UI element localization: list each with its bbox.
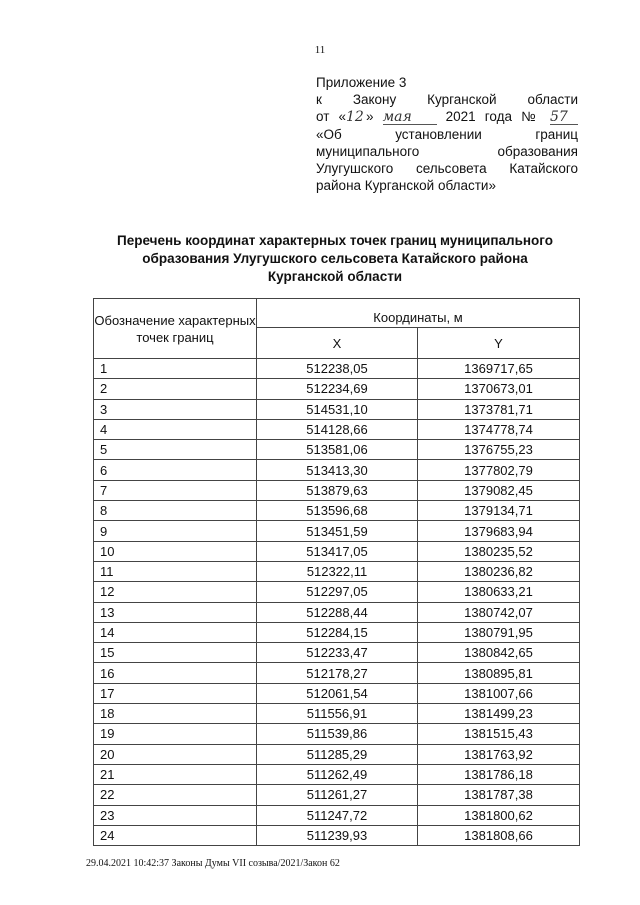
cell-y: 1381499,23 — [418, 704, 580, 724]
cell-x: 512238,05 — [257, 359, 418, 379]
cell-y: 1380235,52 — [418, 541, 580, 561]
cell-x: 513417,05 — [257, 541, 418, 561]
cell-y: 1381787,38 — [418, 785, 580, 805]
cell-x: 513451,59 — [257, 521, 418, 541]
table-row — [94, 622, 580, 642]
cell-y: 1380842,65 — [418, 643, 580, 663]
appendix-line-region: района Курганской области» — [316, 178, 496, 193]
cell-y: 1380895,81 — [418, 663, 580, 683]
table-row — [94, 419, 580, 439]
cell-point-number: 3 — [94, 399, 257, 419]
table-row — [94, 724, 580, 744]
cell-y: 1381808,66 — [418, 825, 580, 845]
cell-point-number: 2 — [94, 379, 257, 399]
cell-point-number: 15 — [94, 643, 257, 663]
table-row — [94, 602, 580, 622]
appendix-line-selsovet: Улугушского сельсовета Катайского — [316, 161, 578, 176]
cell-y: 1381786,18 — [418, 764, 580, 784]
title-line-2: образования Улугушского сельсовета Катайского района — [142, 251, 528, 266]
cell-y: 1379082,45 — [418, 480, 580, 500]
table-row — [94, 764, 580, 784]
appendix-line-subject: «Об установлении границ — [316, 127, 578, 142]
coordinates-table — [93, 298, 580, 846]
cell-x: 511262,49 — [257, 764, 418, 784]
footer-stamp: 29.04.2021 10:42:37 Законы Думы VII созыва/2021/Закон 62 — [86, 858, 340, 869]
cell-x: 511261,27 — [257, 785, 418, 805]
cell-y: 1374778,74 — [418, 419, 580, 439]
cell-point-number: 21 — [94, 764, 257, 784]
cell-x: 511539,86 — [257, 724, 418, 744]
cell-x: 514128,66 — [257, 419, 418, 439]
cell-point-number: 19 — [94, 724, 257, 744]
table-row — [94, 440, 580, 460]
table-row — [94, 541, 580, 561]
cell-point-number: 12 — [94, 582, 257, 602]
cell-point-number: 20 — [94, 744, 257, 764]
table-row — [94, 683, 580, 703]
cell-y: 1381800,62 — [418, 805, 580, 825]
table-row — [94, 663, 580, 683]
cell-x: 512284,15 — [257, 622, 418, 642]
cell-y: 1369717,65 — [418, 359, 580, 379]
law-number-handwritten: 57 — [550, 111, 578, 125]
cell-x: 512288,44 — [257, 602, 418, 622]
cell-point-number: 22 — [94, 785, 257, 805]
cell-point-number: 10 — [94, 541, 257, 561]
table-row — [94, 501, 580, 521]
cell-point-number: 9 — [94, 521, 257, 541]
cell-x: 514531,10 — [257, 399, 418, 419]
date-day-handwritten: 12 — [345, 109, 364, 125]
cell-point-number: 23 — [94, 805, 257, 825]
date-month-handwritten: мая — [383, 111, 437, 125]
cell-point-number: 16 — [94, 663, 257, 683]
cell-x: 513413,30 — [257, 460, 418, 480]
appendix-line-municipal: муниципального образования — [316, 144, 578, 159]
cell-point-number: 13 — [94, 602, 257, 622]
cell-point-number: 24 — [94, 825, 257, 845]
table-body — [94, 359, 580, 846]
cell-x: 512322,11 — [257, 561, 418, 581]
title-line-1: Перечень координат характерных точек границ муниципального — [117, 233, 553, 248]
cell-x: 511247,72 — [257, 805, 418, 825]
table-row — [94, 704, 580, 724]
table-row — [94, 480, 580, 500]
date-prefix: от « — [316, 109, 346, 124]
cell-y: 1380742,07 — [418, 602, 580, 622]
page-number: 11 — [314, 44, 326, 56]
cell-x: 511239,93 — [257, 825, 418, 845]
cell-point-number: 8 — [94, 501, 257, 521]
appendix-block — [316, 74, 578, 194]
table-row — [94, 825, 580, 845]
cell-x: 512234,69 — [257, 379, 418, 399]
cell-y: 1373781,71 — [418, 399, 580, 419]
cell-point-number: 5 — [94, 440, 257, 460]
cell-y: 1376755,23 — [418, 440, 580, 460]
cell-x: 511285,29 — [257, 744, 418, 764]
cell-x: 512061,54 — [257, 683, 418, 703]
header-y: Y — [418, 328, 580, 359]
cell-x: 513596,68 — [257, 501, 418, 521]
cell-y: 1379134,71 — [418, 501, 580, 521]
appendix-line-date — [316, 108, 578, 126]
cell-x: 512297,05 — [257, 582, 418, 602]
document-title — [80, 232, 590, 286]
cell-point-number: 6 — [94, 460, 257, 480]
cell-y: 1380633,21 — [418, 582, 580, 602]
date-quote-close: » — [365, 109, 374, 124]
table-row — [94, 643, 580, 663]
table-row — [94, 521, 580, 541]
table-row — [94, 785, 580, 805]
table-row — [94, 561, 580, 581]
table-row — [94, 744, 580, 764]
table-row — [94, 805, 580, 825]
table-row — [94, 359, 580, 379]
appendix-title: Приложение 3 — [316, 75, 407, 90]
header-point-name: Обозначение характерных точек границ — [94, 299, 257, 359]
cell-y: 1381007,66 — [418, 683, 580, 703]
cell-point-number: 1 — [94, 359, 257, 379]
cell-point-number: 11 — [94, 561, 257, 581]
cell-x: 512178,27 — [257, 663, 418, 683]
cell-x: 511556,91 — [257, 704, 418, 724]
cell-x: 513581,06 — [257, 440, 418, 460]
table-row — [94, 460, 580, 480]
header-coordinates: Координаты, м — [257, 299, 580, 328]
cell-point-number: 18 — [94, 704, 257, 724]
cell-point-number: 7 — [94, 480, 257, 500]
cell-y: 1380236,82 — [418, 561, 580, 581]
cell-y: 1381763,92 — [418, 744, 580, 764]
cell-y: 1381515,43 — [418, 724, 580, 744]
table-row — [94, 582, 580, 602]
table-row — [94, 379, 580, 399]
title-line-3: Курганской области — [267, 269, 403, 284]
cell-x: 513879,63 — [257, 480, 418, 500]
cell-y: 1377802,79 — [418, 460, 580, 480]
date-year: 2021 года № — [445, 109, 541, 124]
header-x: X — [257, 328, 418, 359]
cell-x: 512233,47 — [257, 643, 418, 663]
cell-point-number: 17 — [94, 683, 257, 703]
cell-point-number: 4 — [94, 419, 257, 439]
cell-y: 1370673,01 — [418, 379, 580, 399]
appendix-line-law: к Закону Курганской области — [316, 92, 578, 107]
cell-y: 1379683,94 — [418, 521, 580, 541]
cell-y: 1380791,95 — [418, 622, 580, 642]
cell-point-number: 14 — [94, 622, 257, 642]
table-row — [94, 399, 580, 419]
